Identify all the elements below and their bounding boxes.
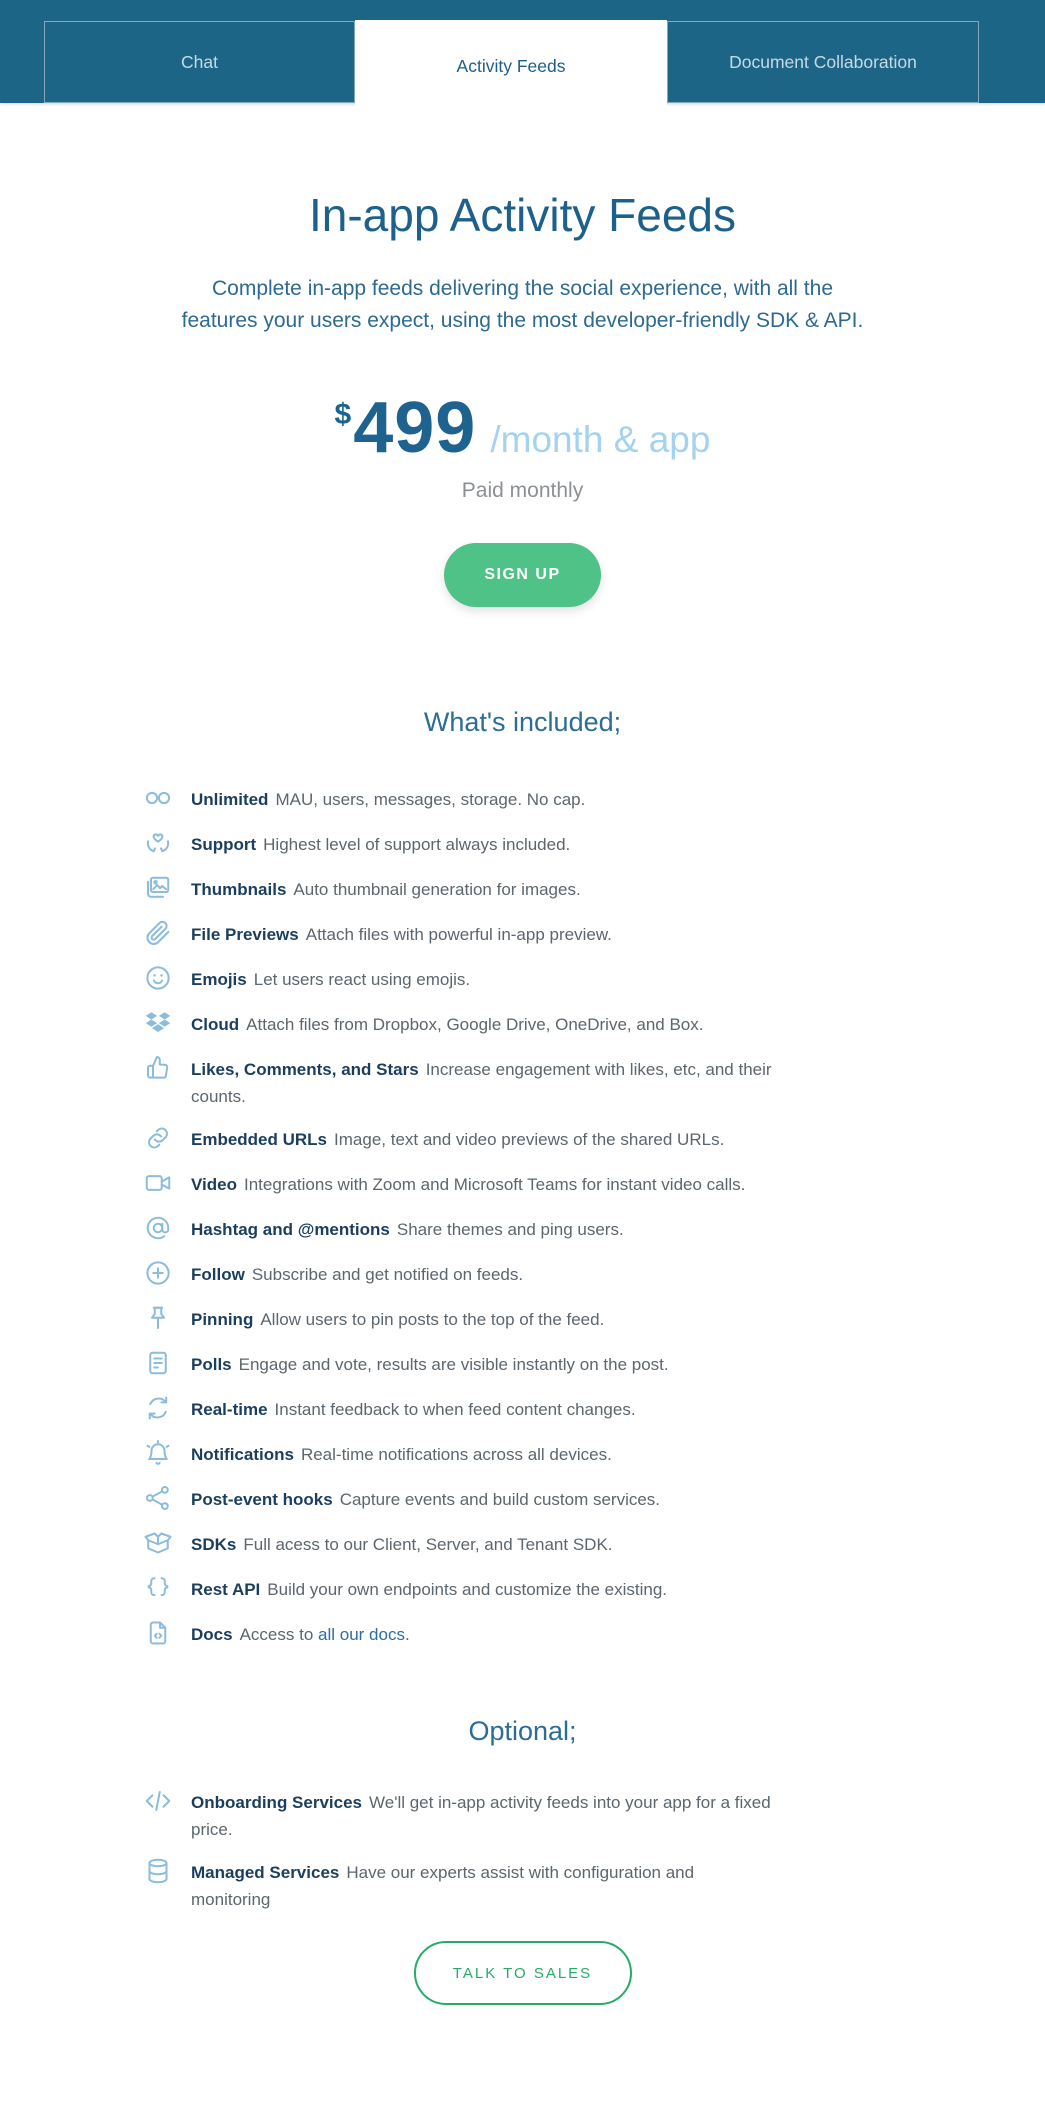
feature-label: Notifications [191, 1445, 294, 1465]
list-item [143, 786, 1045, 815]
feature-label: Embedded URLs [191, 1130, 328, 1150]
currency-symbol: $ [334, 398, 352, 432]
plan-tab-bar [0, 0, 1045, 103]
feature-label: SDKs [191, 1535, 237, 1555]
feature-description: Instant feedback to when feed content changes. [274, 1400, 636, 1420]
feature-label: Pinning [191, 1310, 254, 1330]
feature-label: Hashtag and @mentions [191, 1220, 390, 1240]
list-item [143, 876, 1045, 905]
feature-description: Real-time notifications across all devices. [300, 1445, 612, 1465]
list-item [143, 921, 1045, 950]
infinity-icon [143, 783, 175, 815]
database-icon [143, 1856, 175, 1888]
at-sign-icon [143, 1213, 175, 1245]
feature-description: Let users react using emojis. [253, 970, 471, 990]
feature-label: Emojis [191, 970, 247, 990]
list-item [143, 1126, 1045, 1155]
optional-list [0, 1789, 1045, 1913]
list-item [143, 1056, 1045, 1110]
feature-description: We'll get in-app activity feeds into your app for a fixed price. [191, 1793, 771, 1840]
tab-chat[interactable]: Chat [44, 21, 355, 103]
list-item [143, 966, 1045, 995]
price-period: /month & app [490, 419, 711, 461]
feature-label: Thumbnails [191, 880, 287, 900]
feature-label: Managed Services [191, 1863, 340, 1883]
feature-label: Video [191, 1175, 237, 1195]
feature-description: Allow users to pin posts to the top of the feed. [260, 1310, 605, 1330]
feature-description: Engage and vote, results are visible instantly on the post. [238, 1355, 669, 1375]
feature-description: Attach files with powerful in-app preview. [305, 925, 612, 945]
feature-label: Polls [191, 1355, 232, 1375]
feature-label: Likes, Comments, and Stars [191, 1060, 419, 1080]
feature-label: Rest API [191, 1580, 261, 1600]
paperclip-icon [143, 918, 175, 950]
smiley-icon [143, 963, 175, 995]
billing-note: Paid monthly [461, 479, 584, 503]
price-block [0, 387, 1045, 469]
feature-label: Unlimited [191, 790, 269, 810]
feature-label: Docs [191, 1625, 233, 1645]
bell-ringing-icon [143, 1438, 175, 1470]
included-list [0, 786, 1045, 1650]
page-subtitle: Complete in-app feeds delivering the social experience, with all the features your users expect, using the most developer-friendly SDK & API. [181, 277, 864, 333]
plus-circle-icon [143, 1258, 175, 1290]
tab-document-collaboration[interactable]: Document Collaboration [667, 21, 979, 103]
list-item [143, 1306, 1045, 1335]
optional-heading: Optional; [468, 1716, 577, 1747]
curly-braces-icon [143, 1573, 175, 1605]
list-item [143, 1486, 1045, 1515]
sign-up-button[interactable]: SIGN UP [444, 543, 601, 607]
network-nodes-icon [143, 1483, 175, 1515]
all-our-docs-link[interactable]: all our docs. [318, 1625, 410, 1645]
code-file-icon [143, 1618, 175, 1650]
open-box-icon [143, 1528, 175, 1560]
feature-label: Follow [191, 1265, 245, 1285]
image-thumbnail-icon [143, 873, 175, 905]
list-item [143, 1531, 1045, 1560]
list-item [143, 1859, 1045, 1913]
page-title: In-app Activity Feeds [309, 189, 736, 241]
link-icon [143, 1123, 175, 1155]
pushpin-icon [143, 1303, 175, 1335]
feature-description: Image, text and video previews of the shared URLs. [334, 1130, 725, 1150]
talk-to-sales-button[interactable]: TALK TO SALES [414, 1941, 632, 2005]
list-item [143, 1216, 1045, 1245]
feature-label: Support [191, 835, 257, 855]
included-heading: What's included; [423, 707, 622, 738]
feature-description: Attach files from Dropbox, Google Drive, OneDrive, and Box. [246, 1015, 704, 1035]
feature-description: Full acess to our Client, Server, and Tenant SDK. [243, 1535, 613, 1555]
feature-description: Build your own endpoints and customize the existing. [267, 1580, 668, 1600]
list-item [143, 1441, 1045, 1470]
feature-description: Capture events and build custom services. [339, 1490, 661, 1510]
feature-description: Auto thumbnail generation for images. [293, 880, 581, 900]
list-item [143, 1351, 1045, 1380]
list-item [143, 1261, 1045, 1290]
feature-label: Post-event hooks [191, 1490, 333, 1510]
feature-description: Subscribe and get notified on feeds. [251, 1265, 524, 1285]
tab-activity-feeds[interactable]: Activity Feeds [355, 20, 667, 112]
dropbox-icon [143, 1008, 175, 1040]
feature-label: Onboarding Services [191, 1793, 362, 1813]
video-camera-icon [143, 1168, 175, 1200]
hero-section [0, 103, 1045, 607]
thumbs-up-icon [143, 1053, 175, 1085]
list-item [143, 1576, 1045, 1605]
document-lines-icon [143, 1348, 175, 1380]
hands-heart-icon [143, 828, 175, 860]
bottom-spacer [0, 2005, 1045, 2070]
code-brackets-icon [143, 1786, 175, 1818]
feature-description: Highest level of support always included. [263, 835, 571, 855]
feature-label: Real-time [191, 1400, 268, 1420]
list-item [143, 1011, 1045, 1040]
price-amount: 499 [353, 388, 477, 469]
feature-description: Have our experts assist with configuration and monitoring [191, 1863, 695, 1910]
feature-description: Access to [239, 1625, 314, 1645]
feature-label: File Previews [191, 925, 299, 945]
list-item [143, 1621, 1045, 1650]
sync-arrows-icon [143, 1393, 175, 1425]
feature-label: Cloud [191, 1015, 240, 1035]
list-item [143, 1171, 1045, 1200]
list-item [143, 831, 1045, 860]
feature-description: Increase engagement with likes, etc, and their counts. [191, 1060, 772, 1107]
feature-description: Integrations with Zoom and Microsoft Teams for instant video calls. [243, 1175, 746, 1195]
list-item [143, 1789, 1045, 1843]
feature-description: Share themes and ping users. [396, 1220, 624, 1240]
feature-description: MAU, users, messages, storage. No cap. [275, 790, 586, 810]
list-item [143, 1396, 1045, 1425]
